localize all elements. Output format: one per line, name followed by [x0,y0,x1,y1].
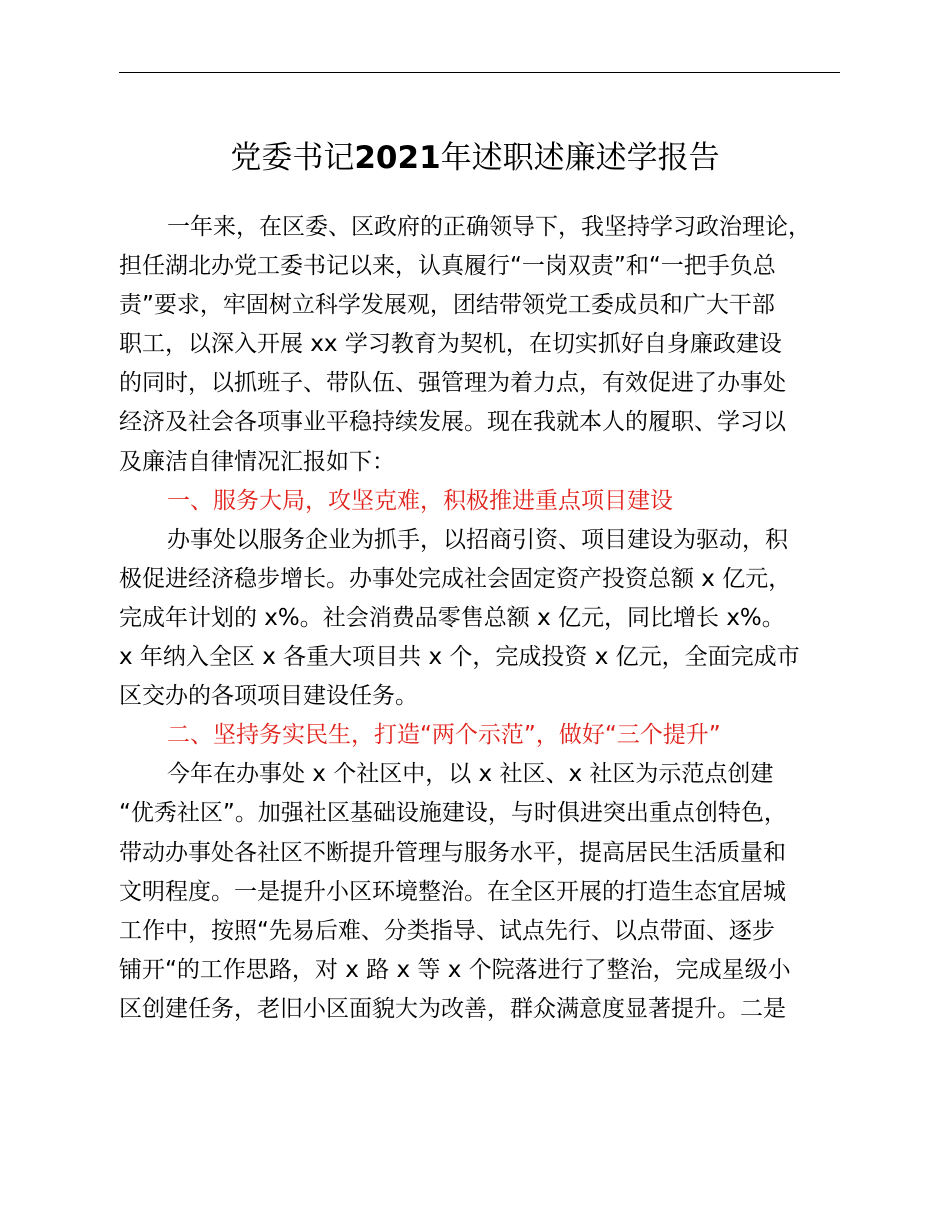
paragraph-line: 担任湖北办党工委书记以来，认真履行“一岗双责”和“一把手负总 [119,253,776,280]
paragraph-line: “优秀社区”。加强社区基础设施建设，与时俱进突出重点创特色， [119,800,787,827]
paragraph-projects [119,521,840,716]
title-year: 2021 [354,140,441,176]
paragraph-intro [119,208,840,482]
paragraph-community [119,755,840,1029]
heading-line: 二、坚持务实民生，打造“两个示范”，做好“三个提升” [167,722,721,749]
paragraph-line: 一年来，在区委、区政府的正确领导下，我坚持学习政治理论， [167,214,811,240]
heading-line: 一、服务大局，攻坚克难，积极推进重点项目建设 [167,487,673,514]
paragraph-line: 文明程度。一是提升小区环境整治。在全区开展的打造生态宜居城 [119,878,786,905]
paragraph-line: 工作中，按照“先易后难、分类指导、试点先行、以点带面、逐步 [119,917,775,944]
title-part-2: 年述职述廉述学报告 [440,140,720,176]
paragraph-line: 及廉洁自律情况汇报如下： [119,448,395,475]
header-rule [119,72,840,73]
paragraph-line: 今年在办事处 x 个社区中，以 x 社区、x 社区为示范点创建 [167,761,774,788]
paragraph-line: 区创建任务，老旧小区面貌大为改善，群众满意度显著提升。二是 [119,995,786,1022]
document-body [119,208,840,1029]
document-title [0,132,950,184]
section-heading-2 [119,716,840,755]
paragraph-line: 的同时，以抓班子、带队伍、强管理为着力点，有效促进了办事处 [119,370,786,397]
paragraph-line: 区交办的各项项目建设任务。 [119,683,418,710]
paragraph-line: 带动办事处各社区不断提升管理与服务水平，提高居民生活质量和 [119,839,786,866]
paragraph-line: 完成年计划的 x%。社会消费品零售总额 x 亿元，同比增长 x%。 [119,604,785,631]
paragraph-line: 铺开“的工作思路，对 x 路 x 等 x 个院落进行了整治，完成星级小 [119,956,791,983]
paragraph-line: 办事处以服务企业为抓手，以招商引资、项目建设为驱动，积 [167,526,788,553]
paragraph-line: 经济及社会各项事业平稳持续发展。现在我就本人的履职、学习以 [119,409,786,436]
paragraph-line: x 年纳入全区 x 各重大项目共 x 个，完成投资 x 亿元，全面完成市 [119,644,800,671]
section-heading-1 [119,482,840,521]
paragraph-line: 极促进经济稳步增长。办事处完成社会固定资产投资总额 x 亿元， [119,565,792,592]
paragraph-line: 责”要求，牢固树立科学发展观，团结带领党工委成员和广大干部 [119,292,775,319]
title-part-1: 党委书记 [230,140,355,176]
paragraph-line: 职工，以深入开展 xx 学习教育为契机，在切实抓好自身廉政建设 [119,331,782,358]
